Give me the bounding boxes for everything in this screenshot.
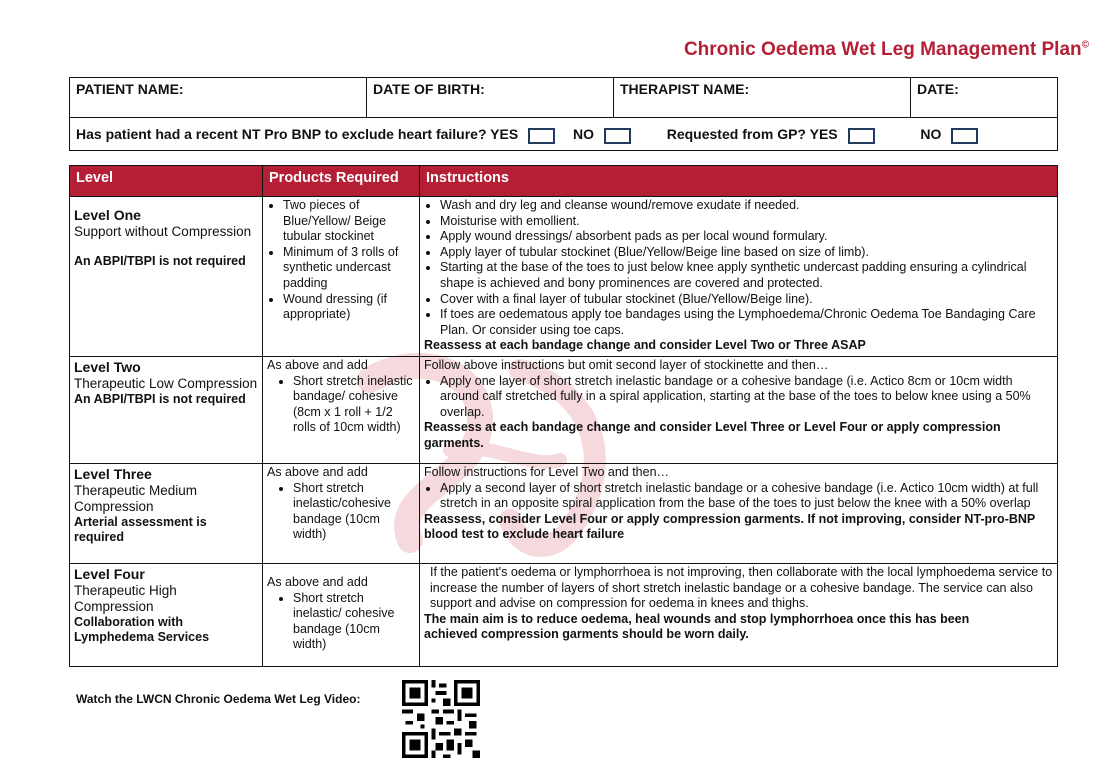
patient-name-field[interactable]: PATIENT NAME: xyxy=(70,78,367,118)
level-cell: Level Three Therapeutic Medium Compression Arterial assessment is required xyxy=(70,464,263,564)
patient-details-table xyxy=(69,77,1058,151)
ntpro-no-checkbox[interactable] xyxy=(604,128,631,144)
management-plan-table xyxy=(69,165,1058,667)
products-cell: As above and add • Short stretch inelastic/cohesive bandage (10cm width) xyxy=(263,464,420,564)
level-cell: Level One Support without Compression An ABPI/TBPI is not required xyxy=(70,197,263,357)
col-header-products: Products Required xyxy=(263,166,420,197)
instructions-cell: If the patient's oedema or lymphorrhoea is not improving, then collaborate with the local lymphoedema service to increase the number of layers of short stretch inelastic bandage or a cohesive bandage. The service can also support and advise on compression for oedema in knees and thighs. The main aim is to reduce oedema, heal wounds and stop lymphorrhoea once this has been achieved compression garments should be worn daily. xyxy=(420,564,1058,667)
table-row xyxy=(70,564,1058,667)
table-row xyxy=(70,464,1058,564)
qr-code-icon[interactable] xyxy=(402,680,480,758)
instructions-cell: Follow instructions for Level Two and then… • Apply a second layer of short stretch inelastic bandage or a cohesive bandage (i.e. Actico 10cm width) at full stretch in an opposite spiral application from the base of the toes to just below the knee with a 50% overlap Reassess, consider Level Four or apply compression garments. If not improving, consider NT-pro-BNP blood test to exclude heart failure xyxy=(420,464,1058,564)
ntprobnp-question-row: Has patient had a recent NT Pro BNP to exclude heart failure? YES NO Requested from GP? YES NO xyxy=(70,118,1058,151)
dob-field[interactable]: DATE OF BIRTH: xyxy=(367,78,614,118)
instructions-cell: • Wash and dry leg and cleanse wound/remove exudate if needed. • Moisturise with emollient. • Apply wound dressings/ absorbent pads as per local wound formulary. • Apply layer of tubular stockinet (Blue/Yellow/Beige line based on size of limb). • Starting at the base of the toes to just below knee apply synthetic undercast padding ensuring a cylindrical shape is achieved and bony prominences are covered and protected. • Cover with a final layer of tubular stockinet (Blue/Yellow/Beige line). • If toes are oedematous apply toe bandages using the Lymphoedema/Chronic Oedema Toe Bandaging Care Plan. Or consider using toe caps. Reassess at each bandage change and consider Level Two or Three ASAP xyxy=(420,197,1058,357)
level-cell: Level Two Therapeutic Low Compression An ABPI/TBPI is not required xyxy=(70,357,263,464)
page-title: Chronic Oedema Wet Leg Management Plan© xyxy=(683,39,1089,60)
level-cell: Level Four Therapeutic High Compression Collaboration with Lymphedema Services xyxy=(70,564,263,667)
gp-no-checkbox[interactable] xyxy=(951,128,978,144)
gp-yes-checkbox[interactable] xyxy=(848,128,875,144)
col-header-instructions: Instructions xyxy=(420,166,1058,197)
table-row xyxy=(70,357,1058,464)
video-label: Watch the LWCN Chronic Oedema Wet Leg Video: xyxy=(76,692,361,706)
products-cell: As above and add • Short stretch inelastic bandage/ cohesive (8cm x 1 roll + 1/2 rolls of 10cm width) xyxy=(263,357,420,464)
date-field[interactable]: DATE: xyxy=(911,78,1058,118)
products-cell: • Two pieces of Blue/Yellow/ Beige tubular stockinet • Minimum of 3 rolls of synthetic undercast padding • Wound dressing (if appropriate) xyxy=(263,197,420,357)
products-cell: As above and add • Short stretch inelastic/ cohesive bandage (10cm width) xyxy=(263,564,420,667)
instructions-cell: Follow above instructions but omit second layer of stockinette and then… • Apply one layer of short stretch inelastic bandage or a cohesive bandage (i.e. Actico 8cm or 10cm width around calf stretched fully in a spiral application, starting at the base of the toes to below knee using a 50% overlap. Reassess at each bandage change and consider Level Three or Level Four or apply compression garments. xyxy=(420,357,1058,464)
therapist-name-field[interactable]: THERAPIST NAME: xyxy=(614,78,911,118)
ntpro-yes-checkbox[interactable] xyxy=(528,128,555,144)
col-header-level: Level xyxy=(70,166,263,197)
table-row xyxy=(70,197,1058,357)
